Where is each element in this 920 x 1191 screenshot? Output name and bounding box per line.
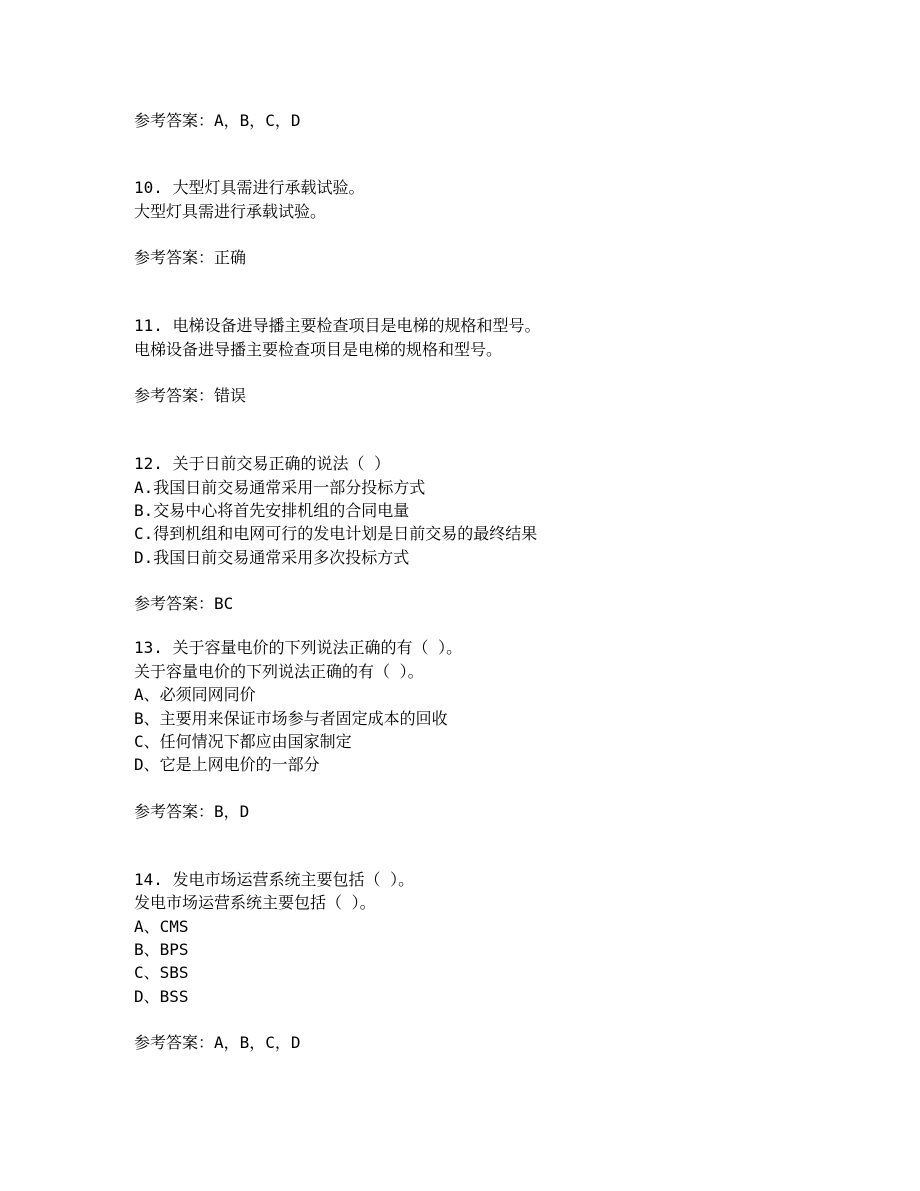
option-line: A、必须同网同价: [134, 685, 256, 704]
answer-line: 参考答案：A，B，C，D: [134, 111, 301, 130]
answer-line: 参考答案：B，D: [134, 802, 250, 821]
question-body: 发电市场运营系统主要包括（ ）。: [134, 893, 376, 912]
option-line: D、它是上网电价的一部分: [134, 755, 320, 774]
question-title: 14. 发电市场运营系统主要包括（ ）。: [134, 870, 415, 889]
question-title: 12. 关于日前交易正确的说法（ ）: [134, 454, 391, 473]
option-line: D.我国日前交易通常采用多次投标方式: [134, 548, 410, 567]
option-line: B、BPS: [134, 940, 189, 959]
answer-line: 参考答案：BC: [134, 594, 234, 613]
option-line: B.交易中心将首先安排机组的合同电量: [134, 501, 410, 520]
answer-line: 参考答案：错误: [134, 386, 247, 405]
option-line: C、任何情况下都应由国家制定: [134, 732, 352, 751]
option-line: D、BSS: [134, 987, 189, 1006]
question-body: 关于容量电价的下列说法正确的有（ ）。: [134, 662, 424, 681]
question-body: 大型灯具需进行承载试验。: [134, 202, 327, 221]
question-title: 13. 关于容量电价的下列说法正确的有（ ）。: [134, 638, 463, 657]
answer-line: 参考答案：A，B，C，D: [134, 1033, 301, 1052]
option-line: C、SBS: [134, 963, 189, 982]
option-line: B、主要用来保证市场参与者固定成本的回收: [134, 709, 448, 728]
option-line: C.得到机组和电网可行的发电计划是日前交易的最终结果: [134, 524, 538, 543]
answer-line: 参考答案：正确: [134, 248, 247, 267]
option-line: A、CMS: [134, 917, 189, 936]
question-title: 10. 大型灯具需进行承载试验。: [134, 178, 365, 197]
option-line: A.我国日前交易通常采用一部分投标方式: [134, 478, 426, 497]
question-title: 11. 电梯设备进导播主要检查项目是电梯的规格和型号。: [134, 316, 541, 335]
question-body: 电梯设备进导播主要检查项目是电梯的规格和型号。: [134, 340, 503, 359]
